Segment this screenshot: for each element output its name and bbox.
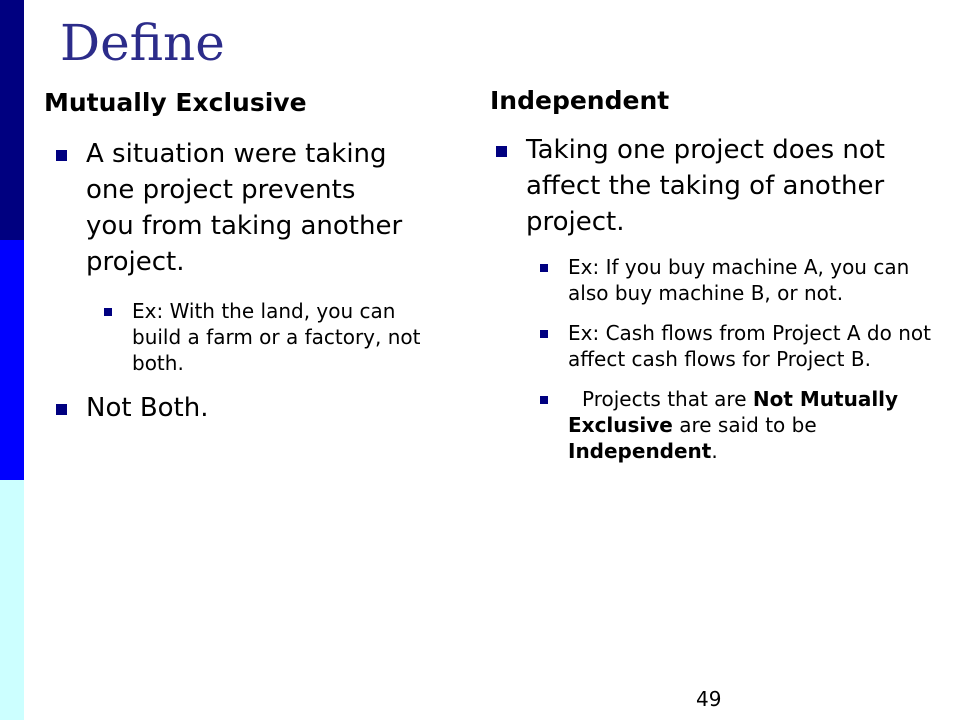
- square-bullet-icon: [104, 308, 112, 316]
- decor-bar-middle: [0, 240, 24, 480]
- square-bullet-icon: [540, 264, 548, 272]
- square-bullet-icon: [540, 330, 548, 338]
- right-sub-bullet-1: [536, 254, 938, 306]
- right-sub-bullet-1-text: Ex: If you buy machine A, you can also buy machine B, or not.: [568, 255, 910, 305]
- right-column: [490, 132, 930, 464]
- right-sub-bullet-2-text: Ex: Cash flows from Project A do not affect cash flows for Project B.: [568, 321, 931, 371]
- square-bullet-icon: [56, 150, 67, 161]
- left-sub-bullet-1: [100, 298, 422, 376]
- left-column: [50, 136, 421, 426]
- square-bullet-icon: [540, 396, 548, 404]
- right-sub-bullet-3-bold-2: Independent: [568, 439, 712, 463]
- left-bullet-2-text: Not Both.: [86, 393, 209, 423]
- slide-title: Define: [60, 14, 225, 72]
- left-sub-bullet-1-text: Ex: With the land, you can build a farm or a factory, not both.: [132, 299, 421, 375]
- right-sub-bullet-3-bold-1: Not Mutually Exclusive: [568, 387, 899, 437]
- left-heading: Mutually Exclusive: [44, 88, 307, 117]
- left-bullet-2: [50, 390, 406, 426]
- right-heading: Independent: [490, 86, 670, 115]
- right-bullet-1: [490, 132, 926, 240]
- decor-bar-top: [0, 0, 24, 240]
- right-sub-bullet-2: [536, 320, 938, 372]
- left-bullet-1: [50, 136, 406, 280]
- left-bullet-1-text: A situation were taking one project prevents you from taking another project.: [86, 139, 403, 277]
- right-bullet-1-text: Taking one project does not affect the taking of another project.: [526, 135, 885, 237]
- right-sub-bullet-3-text-1: Projects that are: [582, 387, 753, 411]
- square-bullet-icon: [496, 146, 507, 157]
- right-sub-bullet-3-text-3: .: [711, 439, 718, 463]
- right-sub-bullet-3-text-2: are said to be: [672, 413, 817, 437]
- square-bullet-icon: [56, 404, 67, 415]
- page-number: 49: [696, 687, 722, 711]
- right-sub-bullet-3: [536, 386, 938, 464]
- decor-bar-bottom: [0, 480, 24, 720]
